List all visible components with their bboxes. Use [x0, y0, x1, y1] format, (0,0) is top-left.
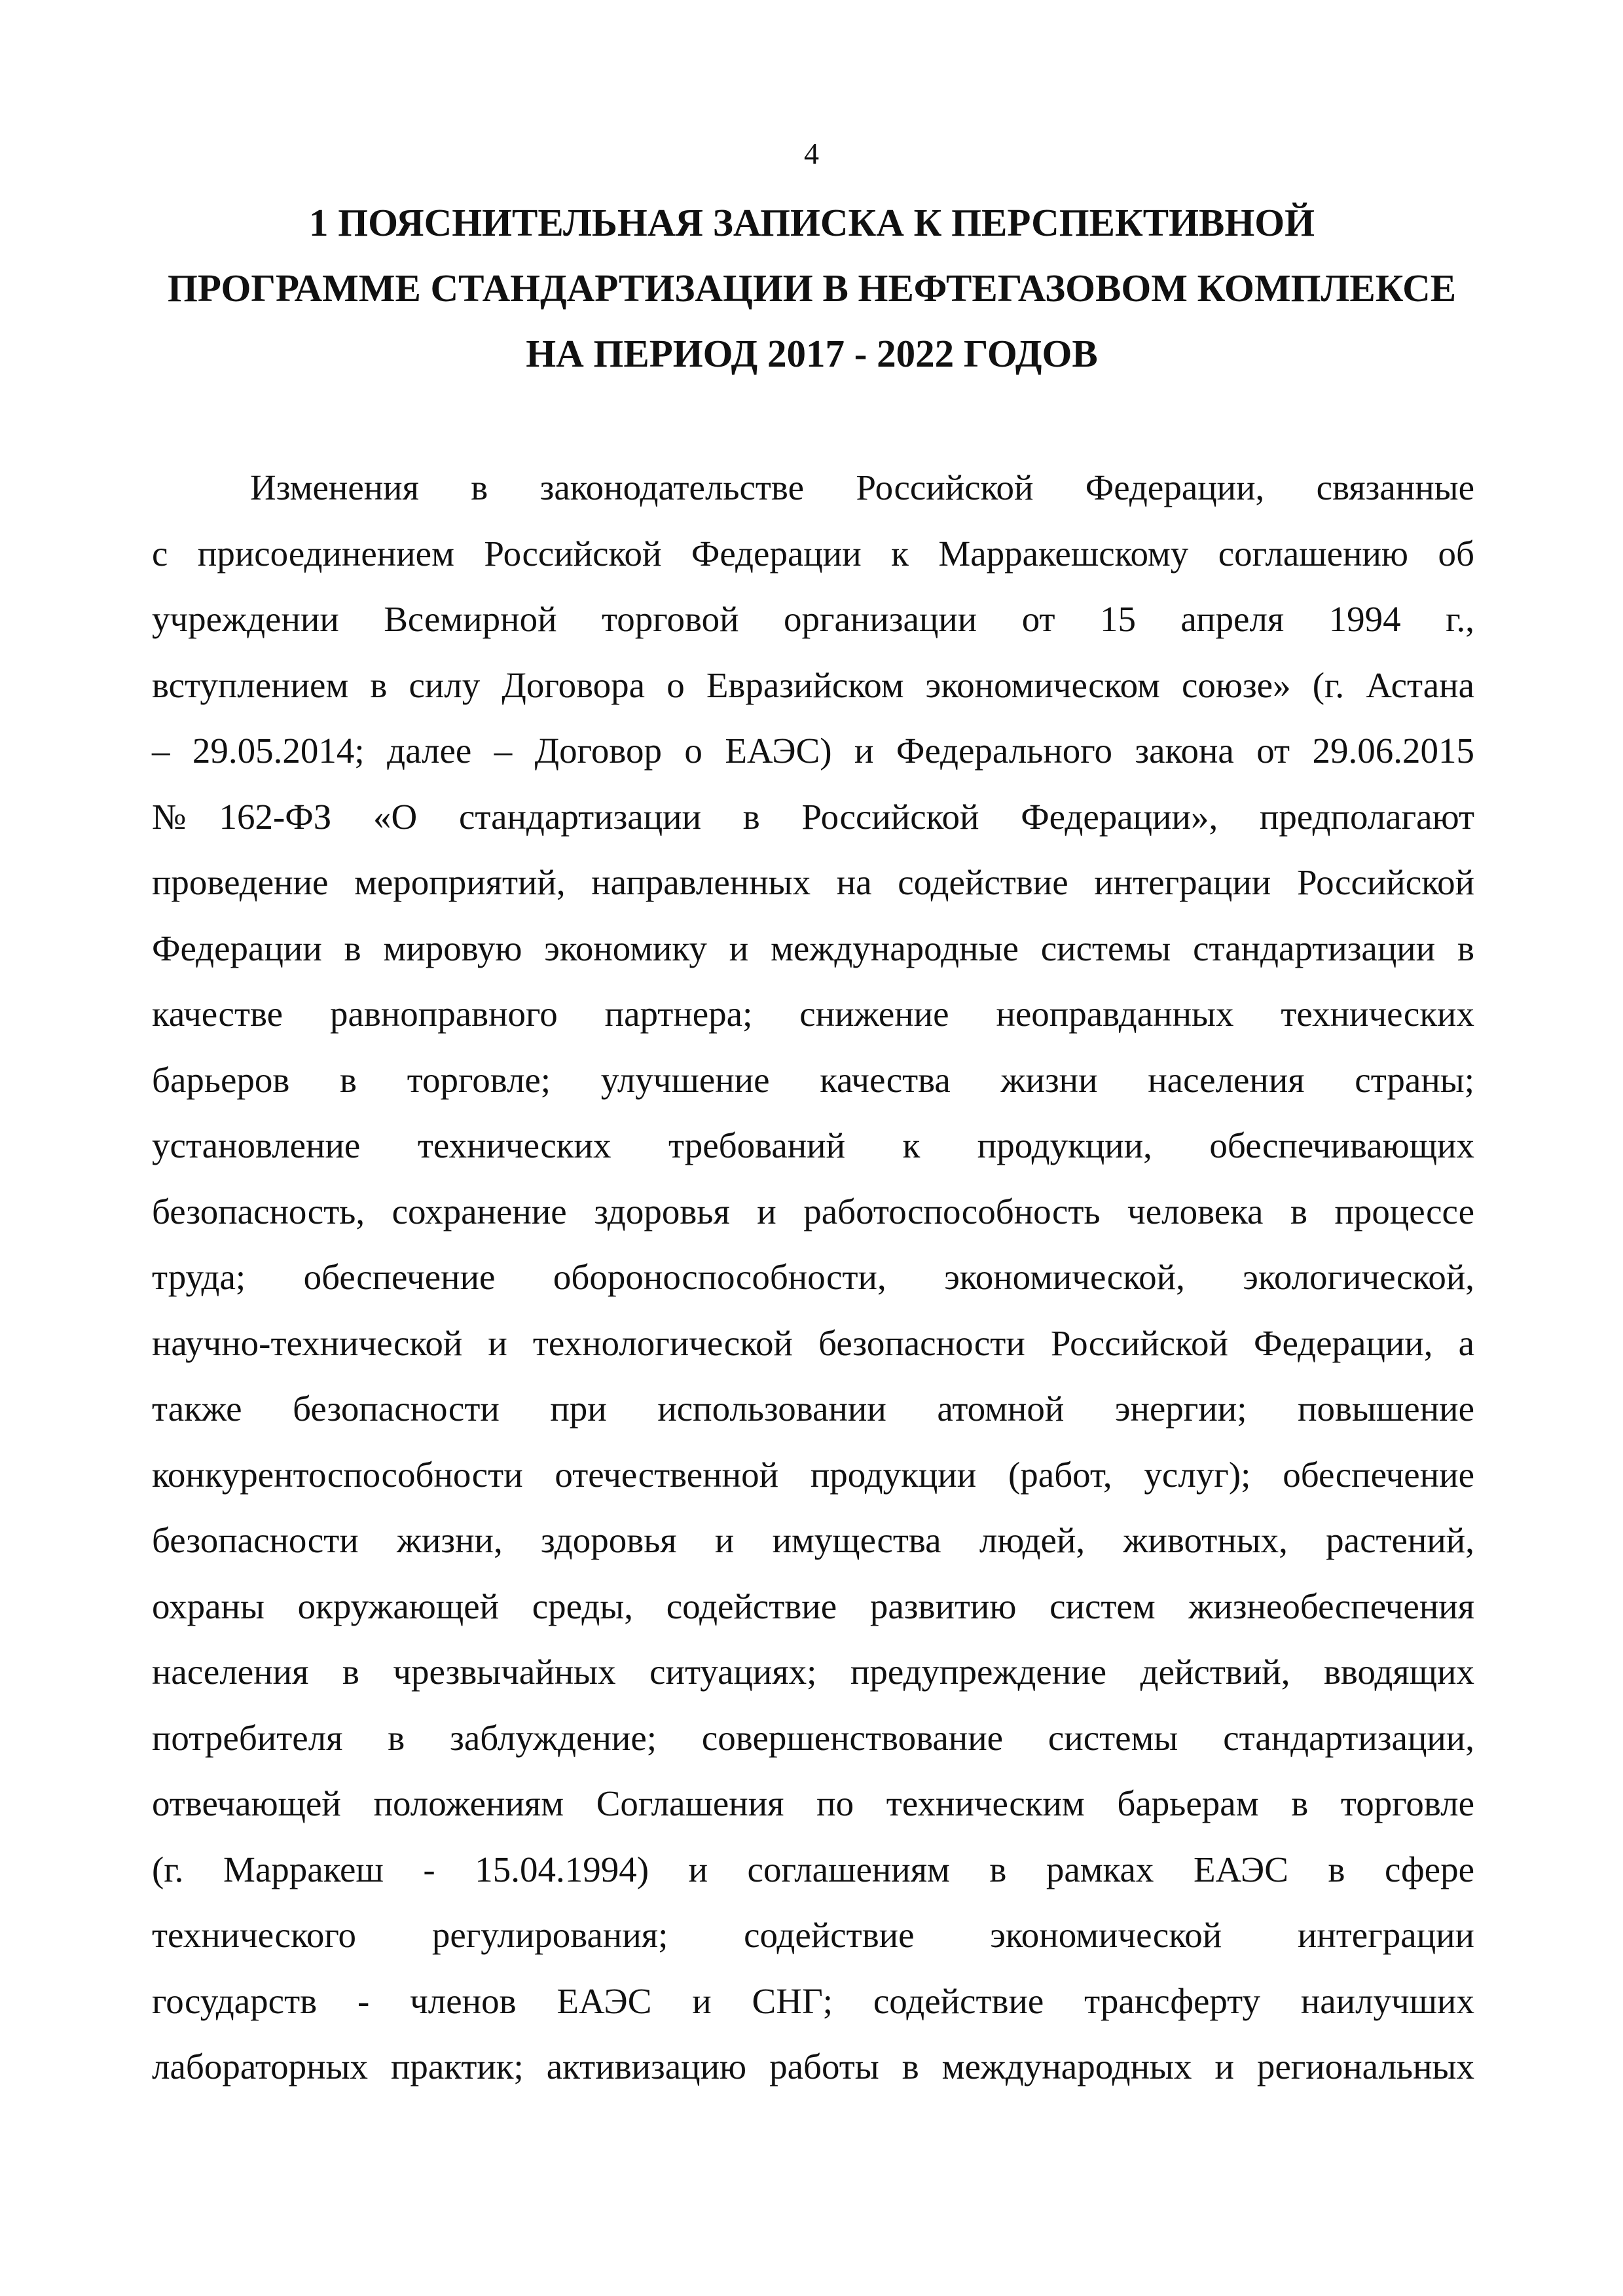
paragraph-line: качестве равноправного партнера; снижение неоправданных технических	[152, 994, 1474, 1034]
body-paragraph	[152, 455, 1474, 2100]
paragraph-line: (г. Марракеш - 15.04.1994) и соглашениям в рамках ЕАЭС в сфере	[152, 1849, 1474, 1889]
paragraph-line: населения в чрезвычайных ситуациях; предупреждение действий, вводящих	[152, 1652, 1474, 1692]
paragraph-line: потребителя в заблуждение; совершенствование системы стандартизации,	[152, 1717, 1474, 1758]
paragraph-line: проведение мероприятий, направленных на содействие интеграции Российской	[152, 862, 1474, 902]
paragraph-line: труда; обеспечение обороноспособности, экономической, экологической,	[152, 1257, 1474, 1297]
title-line: 1 ПОЯСНИТЕЛЬНАЯ ЗАПИСКА К ПЕРСПЕКТИВНОЙ	[308, 201, 1315, 244]
title-line: ПРОГРАММЕ СТАНДАРТИЗАЦИИ В НЕФТЕГАЗОВОМ КОМПЛЕКСЕ	[167, 266, 1457, 310]
paragraph-line: с присоединением Российской Федерации к Марракешскому соглашению об	[152, 533, 1474, 574]
paragraph-line: безопасность, сохранение здоровья и работоспособность человека в процессе	[152, 1191, 1474, 1231]
paragraph-line: отвечающей положениям Соглашения по техническим барьерам в торговле	[152, 1783, 1474, 1823]
paragraph-line: технического регулирования; содействие экономической интеграции	[152, 1915, 1474, 1955]
paragraph-line: конкурентоспособности отечественной продукции (работ, услуг); обеспечение	[152, 1454, 1474, 1495]
page-number: 4	[804, 137, 819, 170]
paragraph-line: барьеров в торговле; улучшение качества жизни населения страны;	[152, 1059, 1474, 1100]
paragraph-line: учреждении Всемирной торговой организации от 15 апреля 1994 г.,	[152, 599, 1474, 639]
document-title	[151, 190, 1473, 386]
paragraph-line: государств - членов ЕАЭС и СНГ; содействие трансферту наилучших	[152, 1980, 1474, 2021]
paragraph-line: охраны окружающей среды, содействие развитию систем жизнеобеспечения	[152, 1586, 1474, 1626]
paragraph-line: установление технических требований к продукции, обеспечивающих	[152, 1125, 1474, 1165]
paragraph-line: вступлением в силу Договора о Евразийском экономическом союзе» (г. Астана	[152, 665, 1474, 705]
title-line: НА ПЕРИОД 2017 - 2022 ГОДОВ	[526, 332, 1098, 375]
paragraph-line: №162-ФЗ «О стандартизации в Российской Федерации», предполагают	[152, 796, 1474, 837]
paragraph-line: научно-технической и технологической безопасности Российской Федерации, а	[152, 1322, 1474, 1363]
paragraph-line: также безопасности при использовании атомной энергии; повышение	[152, 1389, 1474, 1429]
paragraph-line: Изменения в законодательстве Российской Федерации, связанные	[250, 467, 1474, 507]
paragraph-line: безопасности жизни, здоровья и имущества людей, животных, растений,	[152, 1520, 1474, 1560]
paragraph-line: Федерации в мировую экономику и международные системы стандартизации в	[152, 928, 1474, 968]
paragraph-line: – 29.05.2014; далее – Договор о ЕАЭС) и Федерального закона от 29.06.2015	[152, 731, 1474, 771]
paragraph-line: лабораторных практик; активизацию работы в международных и региональных	[152, 2047, 1474, 2086]
